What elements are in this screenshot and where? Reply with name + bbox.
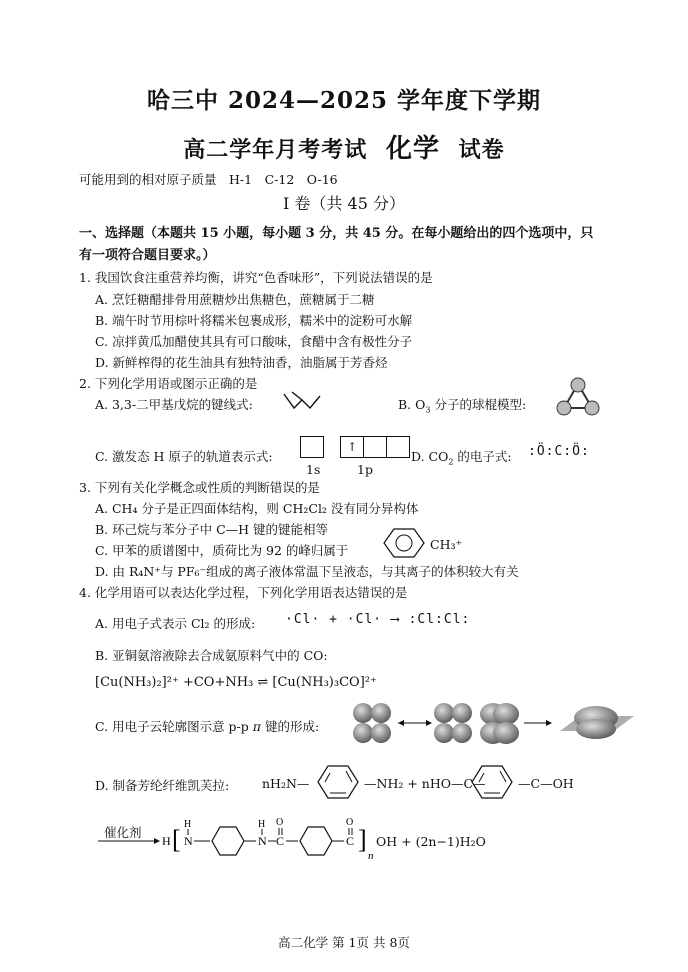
- q3-option-d: D. 由 R₄N⁺与 PF₆⁻组成的离子液体常温下呈液态，与其离子的体积较大有关: [95, 564, 519, 579]
- ozone-ball-stick-icon: [555, 376, 601, 418]
- q1-option-b: B. 端午时节用棕叶将糯米包裹成形，糯米中的淀粉可水解: [95, 313, 413, 328]
- svg-text:]: ]: [358, 825, 367, 854]
- q1-stem: 1. 我国饮食注重营养均衡，讲究“色香味形”，下列说法错误的是: [79, 270, 433, 285]
- kevlar-product-right: OH + (2n−1)H₂O: [376, 834, 486, 849]
- q3-option-a: A. CH₄ 分子是正四面体结构，则 CH₂Cl₂ 没有同分异构体: [95, 501, 419, 516]
- orbital-arrow-box: ↑: [340, 436, 364, 458]
- svg-text:N: N: [184, 834, 193, 848]
- q1-option-c: C. 凉拌黄瓜加醋使其具有可口酸味，食醋中含有极性分子: [95, 334, 413, 349]
- pi-bond-orbital-diagram: [348, 702, 638, 744]
- page-footer: 高二化学 第 1页 共 8页: [278, 935, 410, 950]
- kevlar-reactant-right: —C—OH: [518, 776, 574, 791]
- q4-option-b: B. 亚铜氨溶液除去合成氨原料气中的 CO:: [95, 648, 328, 663]
- svg-text:H: H: [162, 834, 171, 848]
- q4-option-d: D. 制备芳纶纤维凯芙拉:: [95, 778, 230, 793]
- svg-text:n: n: [368, 850, 374, 862]
- svg-text:C: C: [276, 834, 285, 848]
- kevlar-reactant-left: nH₂N—: [262, 776, 310, 791]
- cl2-formation-equation: ·Cl· + ·Cl· ⟶ :Cl:Cl:: [285, 612, 471, 627]
- atomic-masses: 可能用到的相对原子质量 H-1 C-12 O-16: [79, 172, 338, 187]
- kevlar-polymer-structure: [162, 815, 382, 865]
- svg-text:N: N: [258, 834, 267, 848]
- skeletal-formula-icon: [282, 390, 322, 412]
- q4-option-a: A. 用电子式表示 Cl₂ 的形成:: [95, 616, 256, 631]
- co2-electron-formula: :Ö:C:Ö:: [528, 444, 590, 459]
- methyl-cation-label: CH₃⁺: [430, 537, 463, 552]
- copper-ammonia-equation: [Cu(NH₃)₂]²⁺ +CO+NH₃ ⇌ [Cu(NH₃)₃CO]²⁺: [95, 675, 377, 690]
- section1-line1: 一、选择题（本题共 15 小题，每小题 3 分，共 45 分。在每小题给出的四个选项中，只: [79, 226, 594, 241]
- orbital-box: [364, 436, 387, 458]
- q1-option-d: D. 新鲜榨得的花生油具有独特油香，油脂属于芳香烃: [95, 355, 388, 370]
- orbital-1s-box: [300, 436, 324, 458]
- svg-text:[: [: [172, 825, 181, 854]
- q2-stem: 2. 下列化学用语或图示正确的是: [79, 376, 258, 391]
- section1-line2: 有一项符合题目要求。）: [79, 248, 216, 263]
- catalyst-label: 催化剂: [104, 825, 142, 840]
- q3-option-c: C. 甲苯的质谱图中，质荷比为 92 的峰归属于: [95, 543, 349, 558]
- benzene-ring-icon: [382, 527, 428, 559]
- title-suffix: 试卷: [458, 137, 505, 163]
- orbital-label-1s: 1s: [306, 462, 321, 477]
- svg-text:H: H: [184, 819, 192, 830]
- part-title: I 卷（共 45 分）: [283, 194, 405, 213]
- q2-option-b: B. $O_3$ 分子的球棍模型:: [398, 397, 527, 415]
- q2-option-a: A. 3,3-二甲基戊烷的键线式:: [95, 397, 253, 412]
- svg-text:H: H: [258, 819, 266, 830]
- svg-text:O: O: [276, 817, 284, 828]
- benzene-ring-icon: [316, 762, 362, 802]
- q4-option-c: C. 用电子云轮廓图示意 p-p π 键的形成:: [95, 719, 320, 734]
- title-prefix: 高二学年月考考试: [183, 137, 368, 163]
- svg-text:O: O: [346, 817, 354, 828]
- svg-text:C: C: [346, 834, 355, 848]
- exam-title-line2: [0, 128, 688, 165]
- q3-stem: 3. 下列有关化学概念或性质的判断错误的是: [79, 480, 320, 495]
- q2-option-d: D. $CO_2$ 的电子式:: [411, 449, 512, 467]
- q4-stem: 4. 化学用语可以表达化学过程，下列化学用语表达错误的是: [79, 585, 408, 600]
- q3-option-b: B. 环己烷与苯分子中 C—H 键的键能相等: [95, 522, 329, 537]
- q1-option-a: A. 烹饪糖醋排骨用蔗糖炒出焦糖色，蔗糖属于二糖: [95, 292, 375, 307]
- exam-title-line1: 哈三中 2024—2025 学年度下学期: [146, 87, 542, 114]
- title-subject: 化学: [385, 134, 440, 164]
- benzene-ring-icon: [470, 762, 516, 802]
- kevlar-reactant-middle: —NH₂ + nHO—C—: [364, 776, 486, 791]
- orbital-diagram: [300, 436, 410, 458]
- orbital-box: [387, 436, 410, 458]
- q2-option-c: C. 激发态 H 原子的轨道表示式:: [95, 449, 273, 464]
- orbital-label-1p: 1p: [357, 462, 373, 477]
- reaction-arrow: [96, 836, 162, 846]
